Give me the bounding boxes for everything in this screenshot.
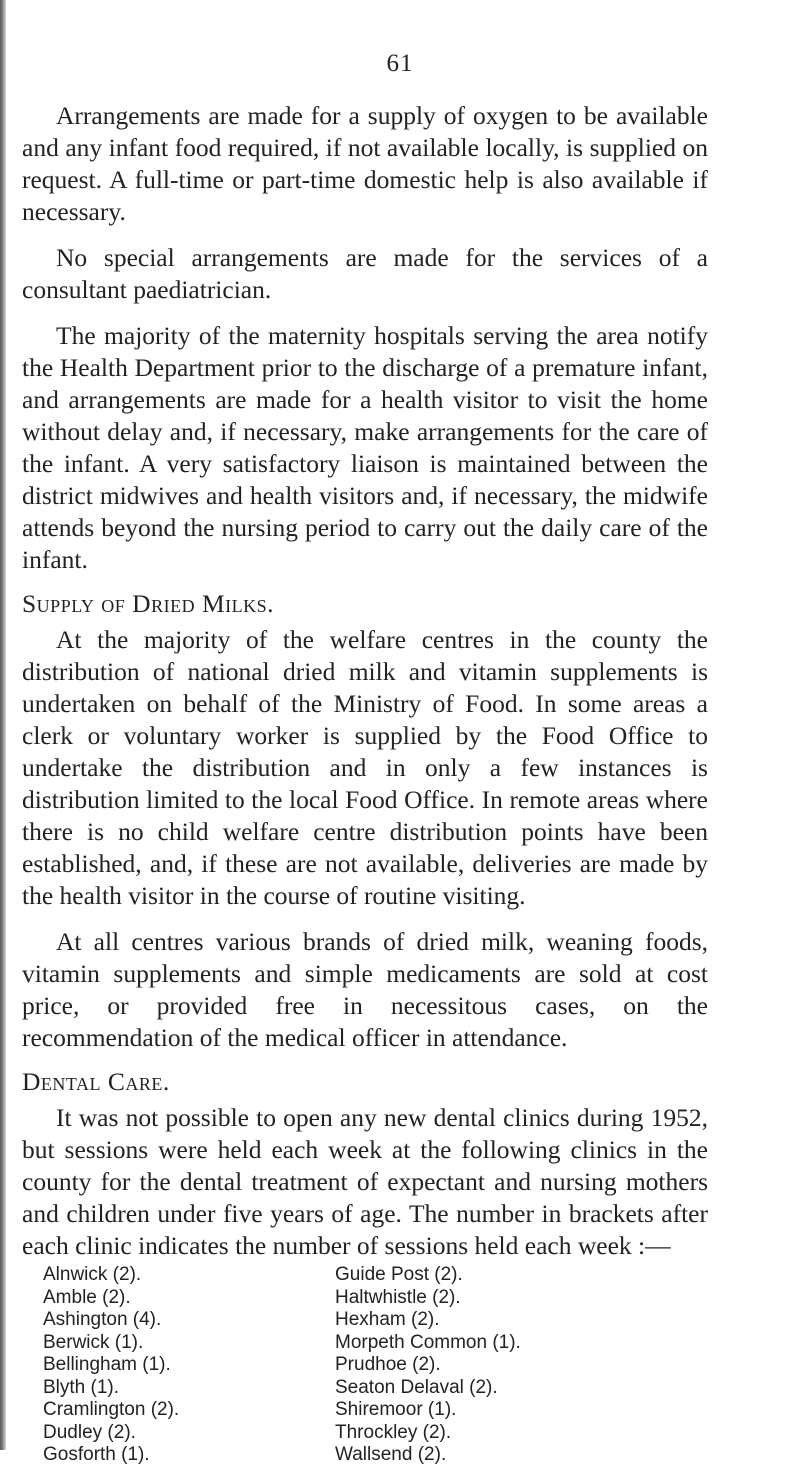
paragraph-dental-clinics: It was not possible to open any new dental clinics during 1952, but sessions were held each week at the following clinics in the county for the dental treatment of expectant and nursing mothers and children under five years of age. The number in brackets after each clinic indicates the number of sessions held each week :— (22, 1103, 708, 1260)
paragraph-paediatrician: No special arrangements are made for the services of a consultant paediatrician. (22, 243, 708, 304)
clinic-list-left-column (43, 1264, 335, 1467)
list-item: Dudley (2). (43, 1421, 136, 1443)
list-item: Gosforth (1). (43, 1444, 150, 1465)
list-item: Throckley (2). (335, 1421, 452, 1443)
paragraph-centres-sales: At all centres various brands of dried milk, weaning foods, vitamin supplements and simple medicaments are sold at cost price, or provided free in necessitous cases, on the recommendation of the medical officer in attendance. (22, 927, 708, 1052)
list-item: Alnwick (2). (43, 1264, 142, 1285)
clinic-list-right-column (335, 1264, 521, 1467)
list-item: Seaton Delaval (2). (335, 1376, 498, 1398)
paragraph-milk-distribution: At the majority of the welfare centres in the county the distribution of national dried milk and vitamin supplements is undertaken on behalf of the Ministry of Food. In some areas a clerk or voluntary worker is supplied by the Food Office to undertake the distribution and in only a few instances is distribution limited to the local Food Office. In remote areas where there is no child welfare centre distribution points have been established, and, if these are not available, deliveries are made by the health visitor in the course of routine visiting. (22, 625, 708, 910)
paragraph-oxygen-supply: Arrangements are made for a supply of oxygen to be available and any infant food required, if not available locally, is supplied on request. A full-time or part-time domestic help is also available if necessary. (22, 101, 708, 226)
list-item: Bellingham (1). (43, 1354, 171, 1375)
heading-dental-care: Dental Care. (22, 1067, 170, 1096)
document-body (22, 100, 708, 1276)
list-item: Guide Post (2). (335, 1264, 463, 1285)
list-item: Hexham (2). (335, 1309, 440, 1330)
list-item: Haltwhistle (2). (335, 1286, 461, 1308)
list-item: Amble (2). (43, 1286, 131, 1308)
paragraph-premature-infant: The majority of the maternity hospitals serving the area notify the Health Department prior to the discharge of a premature infant, and arrangements are made for a health visitor to visit the home without delay and, if necessary, make arrangements for the care of the infant. A very satisfactory liaison is maintained between the district midwives and health visitors and, if necessary, the midwife attends beyond the nursing period to carry out the daily care of the infant. (22, 321, 708, 574)
list-item: Prudhoe (2). (335, 1354, 441, 1375)
page-number: 61 (386, 50, 414, 77)
list-item: Blyth (1). (43, 1376, 120, 1398)
list-item: Ashington (4). (43, 1309, 162, 1330)
list-item: Cramlington (2). (43, 1399, 180, 1420)
list-item: Morpeth Common (1). (335, 1331, 521, 1353)
heading-dried-milks: Supply of Dried Milks. (22, 589, 274, 618)
list-item: Berwick (1). (43, 1331, 144, 1353)
clinic-list (43, 1264, 743, 1467)
list-item: Shiremoor (1). (335, 1399, 457, 1420)
binding-edge (0, 0, 6, 1450)
list-item: Wallsend (2). (335, 1444, 447, 1465)
